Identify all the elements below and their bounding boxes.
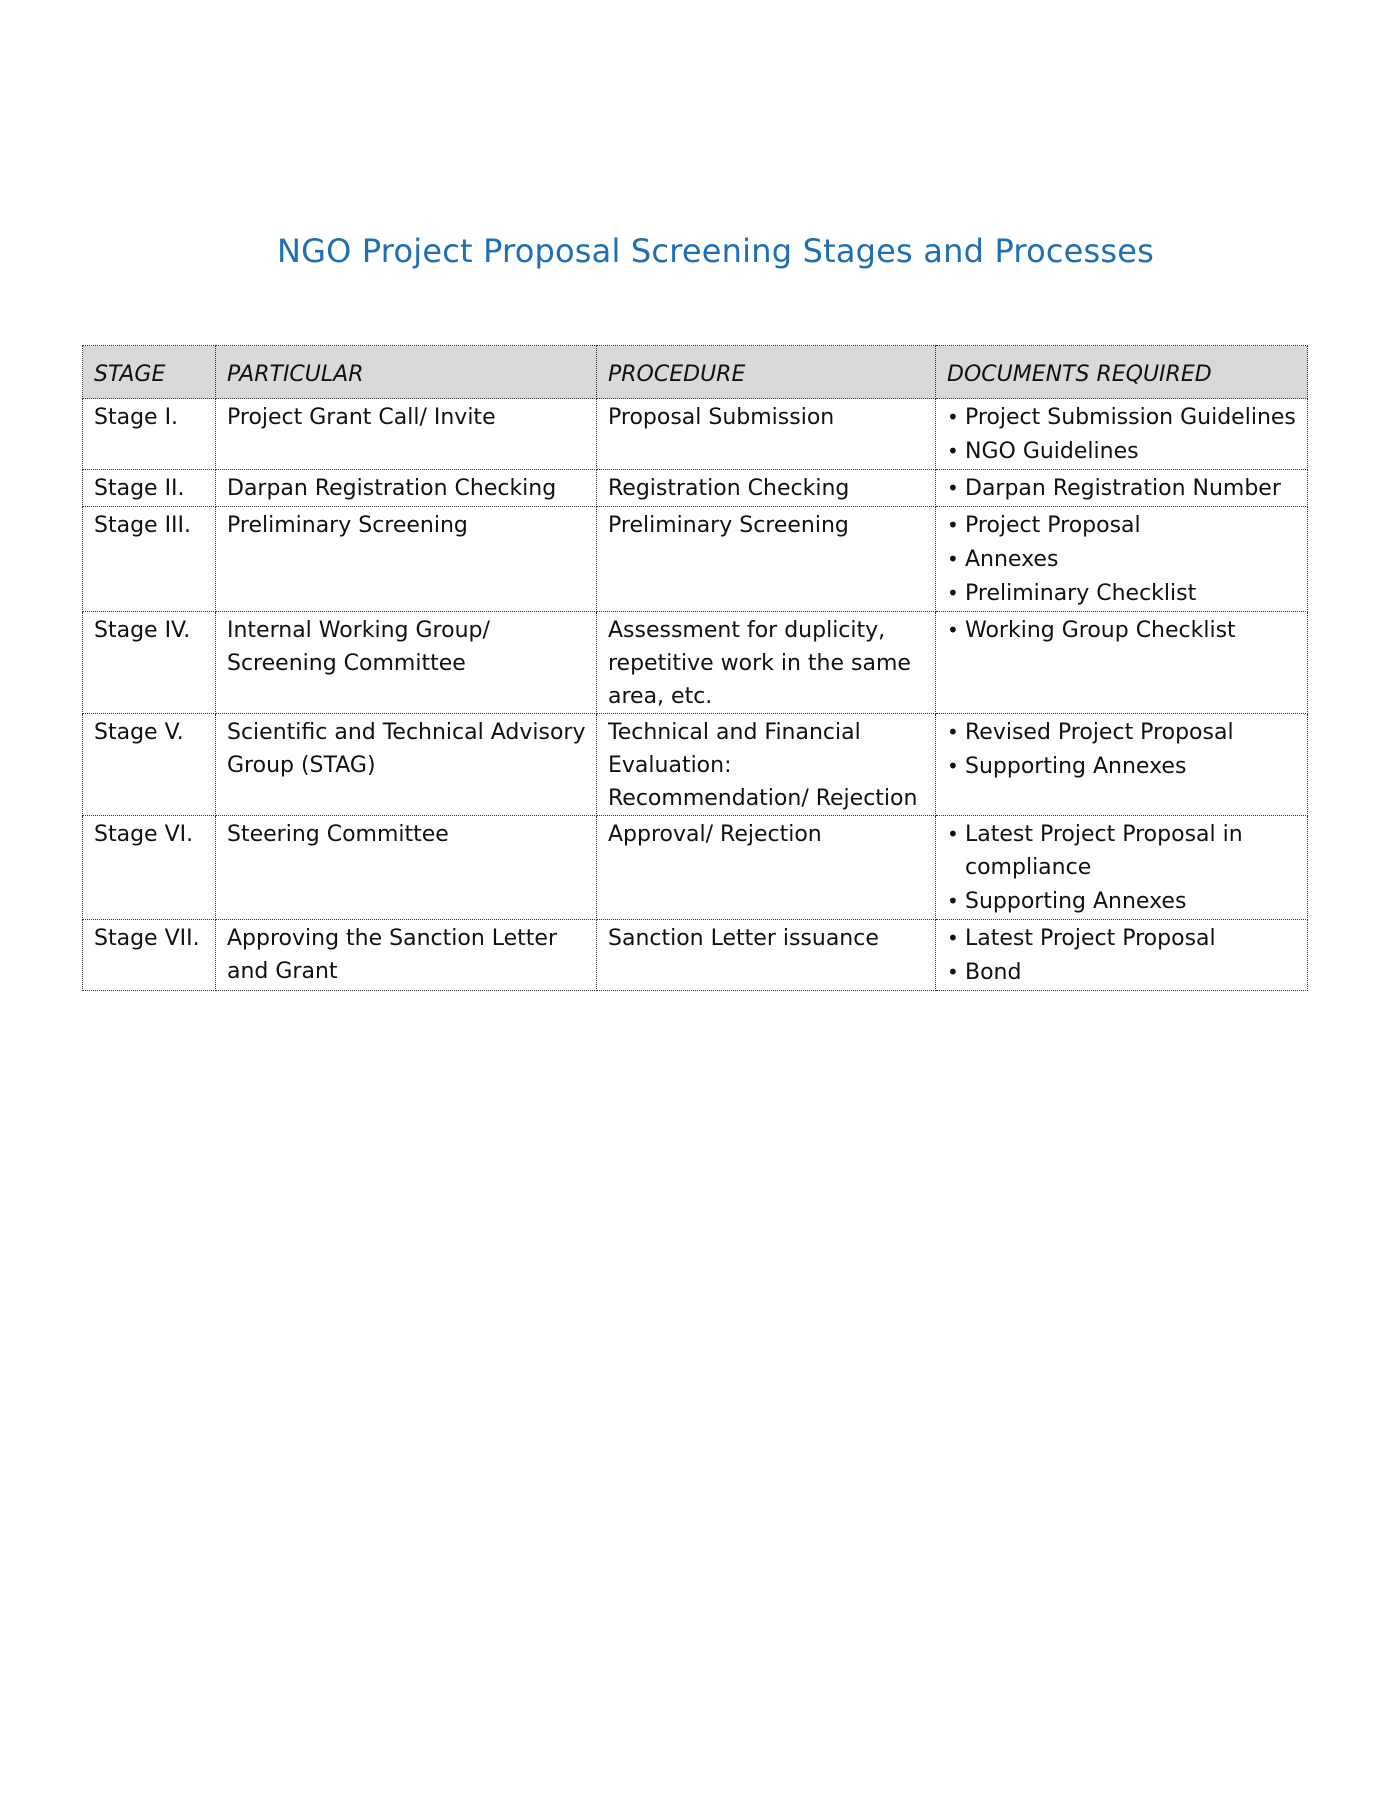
documents-cell (936, 507, 1308, 612)
bullet-icon: • (947, 754, 959, 778)
header-documents-required: DOCUMENTS REQUIRED (936, 346, 1308, 399)
bullet-icon: • (947, 926, 959, 950)
list-item: • Bond (947, 956, 1297, 989)
bullet-icon: • (947, 581, 959, 605)
list-item: • Preliminary Checklist (947, 577, 1297, 610)
list-item: • Darpan Registration Number (947, 472, 1297, 505)
table-row (83, 470, 1308, 507)
procedure-cell: Registration Checking (597, 470, 936, 507)
table-row (83, 920, 1308, 991)
particular-cell: Approving the Sanction Letter and Grant (216, 920, 597, 991)
procedure-cell: Assessment for duplicity, repetitive work in the same area, etc. (597, 612, 936, 714)
procedure-cell: Preliminary Screening (597, 507, 936, 612)
documents-cell (936, 816, 1308, 920)
header-stage: STAGE (83, 346, 216, 399)
list-item: • Project Proposal (947, 509, 1297, 542)
header-particular: PARTICULAR (216, 346, 597, 399)
list-item: • Latest Project Proposal (947, 922, 1297, 955)
documents-cell (936, 612, 1308, 714)
documents-list (947, 472, 1297, 505)
particular-cell: Steering Committee (216, 816, 597, 920)
procedure-cell: Proposal Submission (597, 399, 936, 470)
list-item: • Latest Project Proposal in compliance (947, 818, 1297, 884)
documents-list (947, 614, 1297, 647)
table-header (83, 346, 1308, 399)
table-row (83, 714, 1308, 816)
bullet-icon: • (947, 476, 959, 500)
screening-stages-table (82, 345, 1308, 991)
bullet-icon: • (947, 439, 959, 463)
documents-cell (936, 399, 1308, 470)
list-item: • Working Group Checklist (947, 614, 1297, 647)
documents-cell (936, 920, 1308, 991)
particular-cell: Preliminary Screening (216, 507, 597, 612)
bullet-icon: • (947, 889, 959, 913)
procedure-cell: Sanction Letter issuance (597, 920, 936, 991)
stage-cell: Stage I. (83, 399, 216, 470)
bullet-icon: • (947, 960, 959, 984)
bullet-icon: • (947, 405, 959, 429)
documents-list (947, 922, 1297, 989)
bullet-icon: • (947, 513, 959, 537)
table-row (83, 612, 1308, 714)
list-item: • NGO Guidelines (947, 435, 1297, 468)
list-item: • Annexes (947, 543, 1297, 576)
stage-cell: Stage III. (83, 507, 216, 612)
documents-list (947, 716, 1297, 783)
particular-cell: Project Grant Call/ Invite (216, 399, 597, 470)
documents-cell (936, 714, 1308, 816)
bullet-icon: • (947, 822, 959, 846)
stage-cell: Stage VI. (83, 816, 216, 920)
stage-cell: Stage IV. (83, 612, 216, 714)
stage-cell: Stage V. (83, 714, 216, 816)
particular-cell: Scientific and Technical Advisory Group (STAG) (216, 714, 597, 816)
list-item: • Supporting Annexes (947, 885, 1297, 918)
bullet-icon: • (947, 720, 959, 744)
list-item: • Supporting Annexes (947, 750, 1297, 783)
bullet-icon: • (947, 618, 959, 642)
header-procedure: PROCEDURE (597, 346, 936, 399)
stage-cell: Stage VII. (83, 920, 216, 991)
documents-list (947, 818, 1297, 918)
list-item: • Project Submission Guidelines (947, 401, 1297, 434)
list-item: • Revised Project Proposal (947, 716, 1297, 749)
documents-cell (936, 470, 1308, 507)
particular-cell: Internal Working Group/ Screening Committee (216, 612, 597, 714)
table-row (83, 507, 1308, 612)
particular-cell: Darpan Registration Checking (216, 470, 597, 507)
table-row (83, 399, 1308, 470)
bullet-icon: • (947, 547, 959, 571)
table-row (83, 816, 1308, 920)
procedure-cell: Approval/ Rejection (597, 816, 936, 920)
page-title: NGO Project Proposal Screening Stages and Processes (276, 232, 1155, 270)
stage-cell: Stage II. (83, 470, 216, 507)
documents-list (947, 401, 1297, 468)
table-body (83, 399, 1308, 991)
procedure-cell: Technical and Financial Evaluation: Recommendation/ Rejection (597, 714, 936, 816)
documents-list (947, 509, 1297, 610)
header-row (83, 346, 1308, 399)
